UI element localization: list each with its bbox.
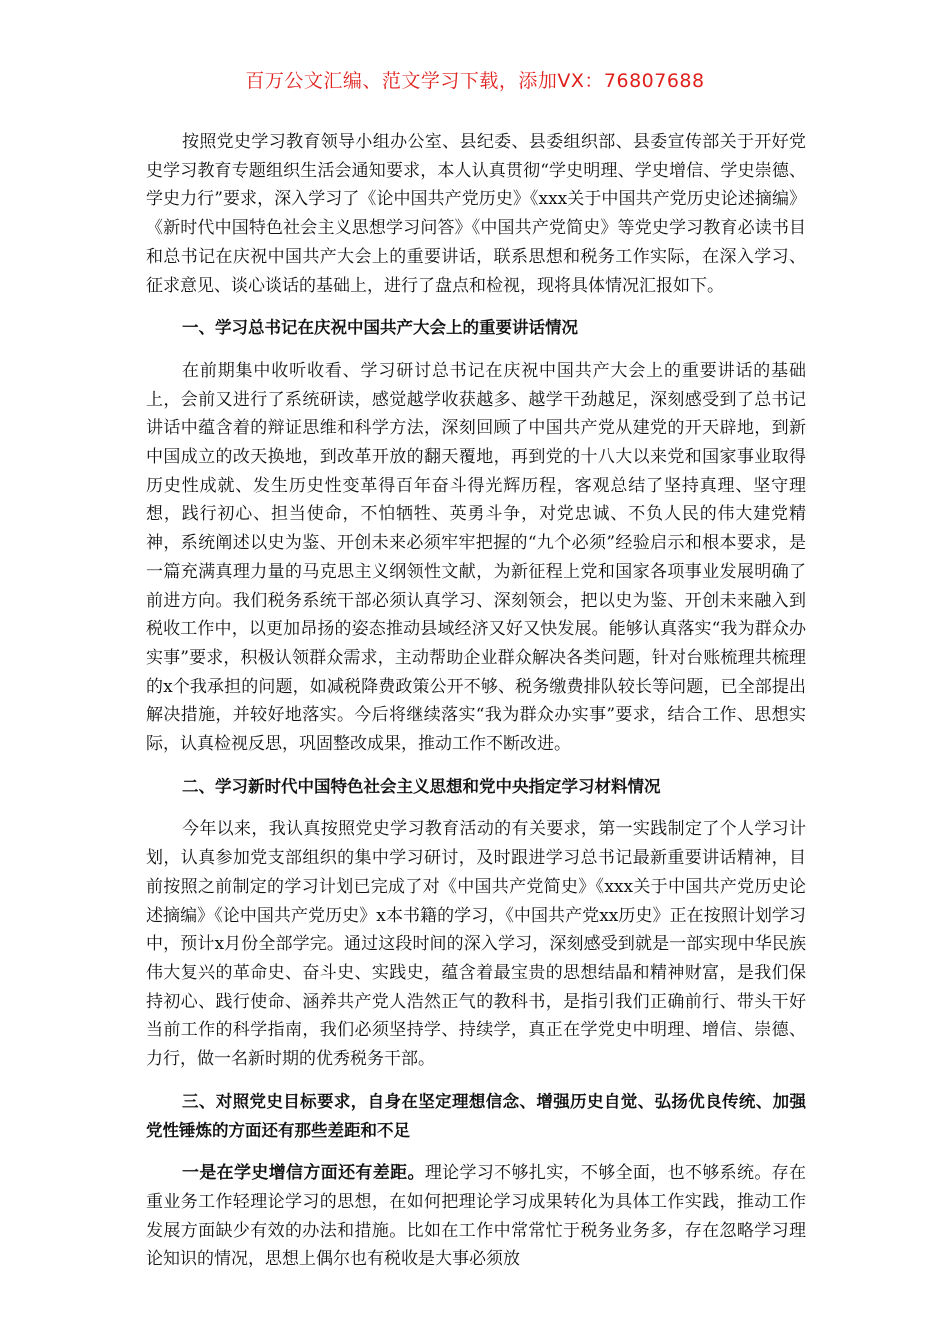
promo-banner: 百万公文汇编、范文学习下载，添加VX：76807688 — [245, 70, 705, 92]
document-body — [146, 128, 806, 1288]
section-1-paragraph: 在前期集中收听收看、学习研讨总书记在庆祝中国共产大会上的重要讲话的基础上，会前又进行了系统研读，感觉越学收获越多、越学干劲越足，深刻感受到了总书记讲话中蕴含着的辩证思维和科学方法，深刻回顾了中国共产党从建党的开天辟地，到新中国成立的改天换地，到改革开放的翻天覆地，再到党的十八大以来党和国家事业取得历史性成就、发生历史性变革得百年奋斗得光辉历程，客观总结了坚持真理、坚守理想，践行初心、担当使命，不怕牺牲、英勇斗争，对党忠诚、不负人民的伟大建党精神，系统阐述以史为鉴、开创未来必须牢牢把握的“九个必须”经验启示和根本要求，是一篇充满真理力量的马克思主义纲领性文献，为新征程上党和国家各项事业发展明确了前进方向。我们税务系统干部必须认真学习、深刻领会，把以史为鉴、开创未来融入到税收工作中，以更加昂扬的姿态推动县域经济又好又快发展。能够认真落实“我为群众办实事”要求，积极认领群众需求，主动帮助企业群众解决各类问题，针对台账梳理共梳理的x个我承担的问题，如减税降费政策公开不够、税务缴费排队较长等问题，已全部提出解决措施，并较好地落实。今后将继续落实“我为群众办实事”要求，结合工作、思想实际，认真检视反思，巩固整改成果，推动工作不断改进。 — [146, 360, 806, 755]
section-1-heading: 一、学习总书记在庆祝中国共产大会上的重要讲话情况 — [182, 318, 578, 338]
section-3-item-1-text: 理论学习不够扎实，不够全面，也不够系统。存在重业务工作轻理论学习的思想，在如何把理论学习成果转化为具体工作实践，推动工作发展方面缺少有效的办法和措施。比如在工作中常常忙于税务业务多，存在忽略学习理论知识的情况，思想上偶尔也有税收是大事必须放 — [146, 1163, 807, 1270]
intro-paragraph: 按照党史学习教育领导小组办公室、县纪委、县委组织部、县委宣传部关于开好党史学习教育专题组织生活会通知要求，本人认真贯彻“学史明理、学史增信、学史崇德、学史力行”要求，深入学习了《论中国共产党历史》《xxx关于中国共产党历史论述摘编》《新时代中国特色社会主义思想学习问答》《中国共产党简史》等党史学习教育必读书目和总书记在庆祝中国共产大会上的重要讲话，联系思想和税务工作实际，在深入学习、征求意见、谈心谈话的基础上，进行了盘点和检视，现将具体情况汇报如下。 — [146, 132, 806, 296]
section-3-item-1-paragraph — [146, 1159, 806, 1274]
section-3-heading: 三、对照党史目标要求，自身在坚定理想信念、增强历史自觉、弘扬优良传统、加强党性锤炼的方面还有那些差距和不足 — [146, 1091, 806, 1140]
section-3-item-1-lead: 一是在学史增信方面还有差距。 — [182, 1163, 425, 1184]
section-2-heading: 二、学习新时代中国特色社会主义思想和党中央指定学习材料情况 — [182, 776, 661, 796]
section-2-paragraph: 今年以来，我认真按照党史学习教育活动的有关要求，第一实践制定了个人学习计划，认真参加党支部组织的集中学习研讨，及时跟进学习总书记最新重要讲话精神，目前按照之前制定的学习计划已完成了对《中国共产党简史》《xxx关于中国共产党历史论述摘编》《论中国共产党历史》x本书籍的学习，《中国共产党xx历史》正在按照计划学习中，预计x月份全部学完。通过这段时间的深入学习，深刻感受到就是一部实现中华民族伟大复兴的革命史、奋斗史、实践史，蕴含着最宝贵的思想结晶和精神财富，是我们保持初心、践行使命、涵养共产党人浩然正气的教科书，是指引我们正确前行、带头干好当前工作的科学指南，我们必须坚持学、持续学，真正在学党史中明理、增信、崇德、力行，做一名新时期的优秀税务干部。 — [146, 819, 806, 1070]
